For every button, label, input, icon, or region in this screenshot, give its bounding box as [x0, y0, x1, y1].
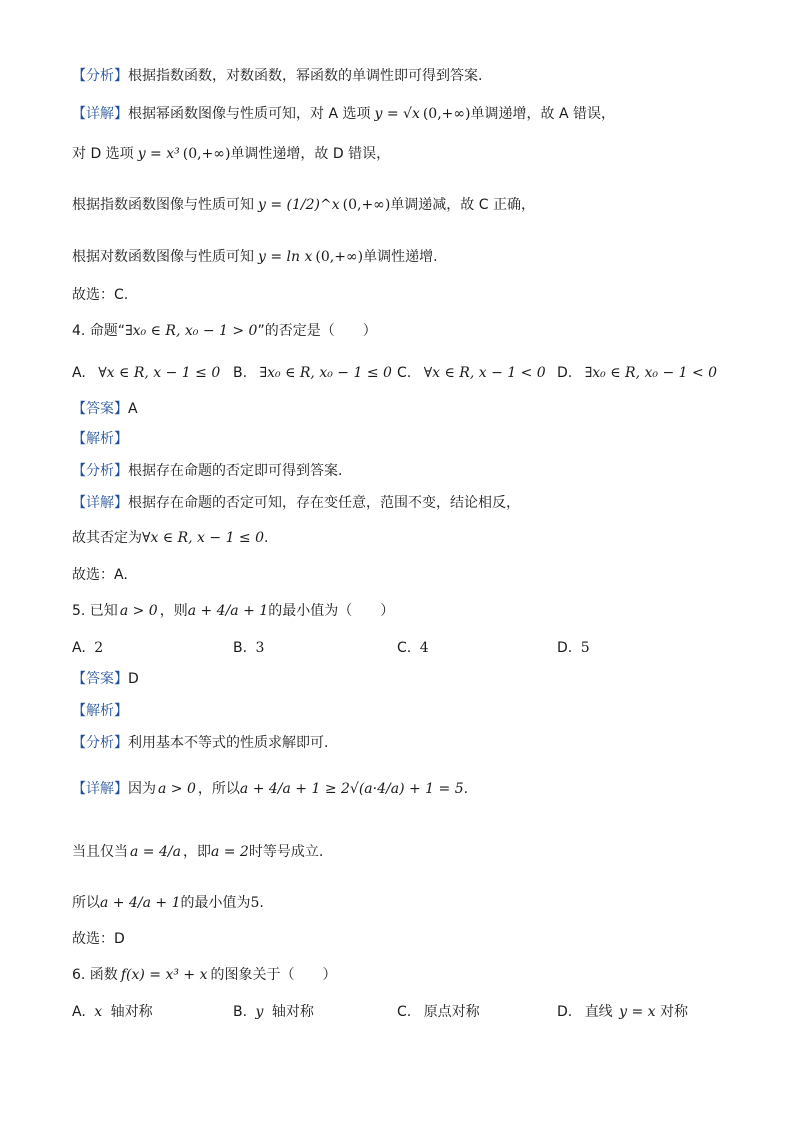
detail-text: 所以 — [72, 895, 100, 911]
formula: a + 4/a + 1 — [187, 603, 269, 619]
detail-text: 对 D 选项 — [72, 146, 134, 162]
q4-option-b — [233, 362, 392, 384]
q4-detail-line — [72, 492, 520, 514]
detail-tag: 【详解】 — [72, 106, 128, 122]
question-text: 的最小值为（ ） — [268, 603, 395, 619]
detail-text: 根据幂函数图像与性质可知，对 A 选项 — [128, 106, 371, 122]
explain-tag: 【解析】 — [72, 431, 128, 447]
choice-text: 故选：C. — [72, 287, 129, 303]
option-letter: B. — [233, 365, 248, 381]
detail-text: 的最小值为 — [180, 895, 251, 911]
option-letter: D. — [557, 640, 573, 656]
option-formula: ∀x ∈ R, x − 1 ≤ 0 — [98, 365, 221, 381]
answer-value: D — [128, 671, 139, 687]
option-letter: B. — [233, 640, 248, 656]
q3-detail-a-line — [72, 103, 615, 125]
question-text: ”的否定是（ ） — [257, 323, 377, 339]
q6-option-b — [233, 1001, 314, 1023]
detail-text: 故其否定为 — [72, 530, 142, 546]
formula: a + 4/a + 1 — [100, 895, 181, 911]
q6-option-d — [557, 1001, 688, 1023]
answer-value: A — [128, 401, 138, 417]
question-text: 6. 函数 — [72, 967, 118, 983]
q6-option-a — [72, 1001, 153, 1023]
option-value: 5 — [580, 640, 590, 656]
detail-tag: 【详解】 — [72, 781, 128, 797]
q4-explain-line — [72, 428, 128, 450]
q5-min-line: 所以 a + 4/a + 1 的最小值为 5 . — [72, 892, 264, 914]
option-letter: A. — [72, 1004, 86, 1020]
choice-text: 故选：D — [72, 931, 125, 947]
answer-tag: 【答案】 — [72, 401, 128, 417]
detail-text: 单调性递增，故 D 错误， — [230, 146, 391, 162]
formula-fn: y = (1/2)^x — [258, 197, 340, 213]
option-letter: D. — [557, 365, 573, 381]
formula: f(x) = x³ + x — [120, 967, 208, 983]
q5-option-b — [233, 637, 264, 659]
q4-option-a — [72, 362, 220, 384]
question-text: ，则 — [159, 603, 188, 619]
option-text: 轴对称 — [271, 1004, 314, 1020]
q5-option-a — [72, 637, 103, 659]
formula — [370, 103, 419, 125]
formula: ∃x₀ ∈ R, x₀ − 1 > 0 — [125, 323, 258, 339]
q4-stem — [72, 320, 377, 342]
explain-tag: 【解析】 — [72, 703, 128, 719]
formula: a = 2 — [210, 844, 249, 860]
option-letter: C. — [397, 1004, 412, 1020]
option-letter: A. — [72, 365, 86, 381]
option-text: 轴对称 — [110, 1004, 153, 1020]
option-letter: A. — [72, 640, 86, 656]
q6-option-c — [397, 1001, 480, 1023]
formula-fn: y = ln x — [258, 249, 313, 265]
q3-detail-c-line — [72, 194, 535, 216]
q3-detail-b-line — [72, 246, 438, 268]
interval: (0,+∞) — [182, 146, 231, 162]
interval: (0,+∞) — [422, 106, 471, 122]
q4-analysis-line — [72, 460, 342, 482]
min-value: 5 — [250, 895, 260, 911]
formula: a > 0 — [119, 603, 158, 619]
option-value: 4 — [419, 640, 429, 656]
q3-choice-line — [72, 284, 128, 306]
analysis-tag: 【分析】 — [72, 463, 128, 479]
option-var: y — [255, 1004, 264, 1020]
option-letter: B. — [233, 1004, 248, 1020]
q4-option-d — [557, 362, 717, 384]
detail-text: 单调递增，故 A 错误， — [470, 106, 616, 122]
detail-text: 单调递减，故 C 正确， — [390, 197, 535, 213]
formula-fn: y = √x — [374, 106, 420, 122]
option-text: 原点对称 — [423, 1004, 480, 1020]
analysis-text: 根据存在命题的否定即可得到答案. — [128, 463, 343, 479]
formula: a > 0 — [158, 781, 196, 797]
detail-text: 根据对数函数图像与性质可知 — [72, 249, 254, 265]
option-letter: C. — [397, 640, 412, 656]
q5-explain-line — [72, 700, 128, 722]
formula: a + 4/a + 1 ≥ 2√(a·4/a) + 1 = 5 — [239, 781, 464, 797]
q5-stem — [72, 600, 394, 622]
option-value: 3 — [255, 640, 265, 656]
option-formula: ∃x₀ ∈ R, x₀ − 1 < 0 — [584, 365, 718, 381]
option-formula: y = x — [619, 1004, 656, 1020]
option-value: 2 — [94, 640, 104, 656]
q4-conclusion-line: 故其否定为 ∀x ∈ R, x − 1 ≤ 0 . — [72, 527, 268, 549]
detail-text: 单调性递增. — [363, 249, 438, 265]
analysis-text: 利用基本不等式的性质求解即可. — [128, 735, 329, 751]
q5-choice-line — [72, 928, 125, 950]
question-text: 5. 已知 — [72, 603, 118, 619]
detail-text: ，即 — [182, 844, 211, 860]
analysis-text: 根据指数函数，对数函数，幂函数的单调性即可得到答案. — [128, 68, 483, 84]
analysis-tag: 【分析】 — [72, 735, 128, 751]
option-formula: ∀x ∈ R, x − 1 < 0 — [423, 365, 546, 381]
option-var: x — [94, 1004, 103, 1020]
detail-text: 时等号成立. — [248, 844, 324, 860]
q5-option-d — [557, 637, 590, 659]
answer-tag: 【答案】 — [72, 671, 128, 687]
q6-stem — [72, 964, 336, 986]
option-letter: D. — [557, 1004, 573, 1020]
q4-option-c — [397, 362, 546, 384]
question-text: 的图象关于（ ） — [210, 967, 337, 983]
q5-equality-line — [72, 841, 323, 863]
detail-text: ，所以 — [197, 781, 240, 797]
option-text: 对称 — [660, 1004, 689, 1020]
analysis-tag: 【分析】 — [72, 68, 128, 84]
detail-text: 当且仅当 — [72, 844, 128, 860]
detail-text: 根据存在命题的否定可知，存在变任意，范围不变，结论相反， — [128, 495, 520, 511]
option-formula: ∃x₀ ∈ R, x₀ − 1 ≤ 0 — [259, 365, 392, 381]
choice-text: 故选：A. — [72, 567, 128, 583]
detail-text: 因为 — [128, 781, 156, 797]
q4-answer-line — [72, 398, 138, 420]
formula: a = 4/a — [130, 844, 181, 860]
q5-answer-line — [72, 668, 139, 690]
option-letter: C. — [397, 365, 412, 381]
question-text: 4. 命题“ — [72, 323, 126, 339]
formula: ∀x ∈ R, x − 1 ≤ 0 — [142, 530, 265, 546]
q5-detail-line: 【详解】 因为 a > 0 ，所以 a + 4/a + 1 ≥ 2√(a·4/a) + 1 = 5 . — [72, 778, 468, 800]
q5-option-c — [397, 637, 429, 659]
q3-detail-d-line — [72, 143, 390, 165]
formula-fn: y = x³ — [137, 146, 180, 162]
detail-tag: 【详解】 — [72, 495, 128, 511]
detail-text: 根据指数函数图像与性质可知 — [72, 197, 254, 213]
interval: (0,+∞) — [342, 197, 391, 213]
q3-analysis-line — [72, 65, 482, 87]
interval: (0,+∞) — [315, 249, 364, 265]
q5-analysis-line — [72, 732, 328, 754]
q4-choice-line — [72, 564, 128, 586]
option-prefix: 直线 — [584, 1004, 613, 1020]
